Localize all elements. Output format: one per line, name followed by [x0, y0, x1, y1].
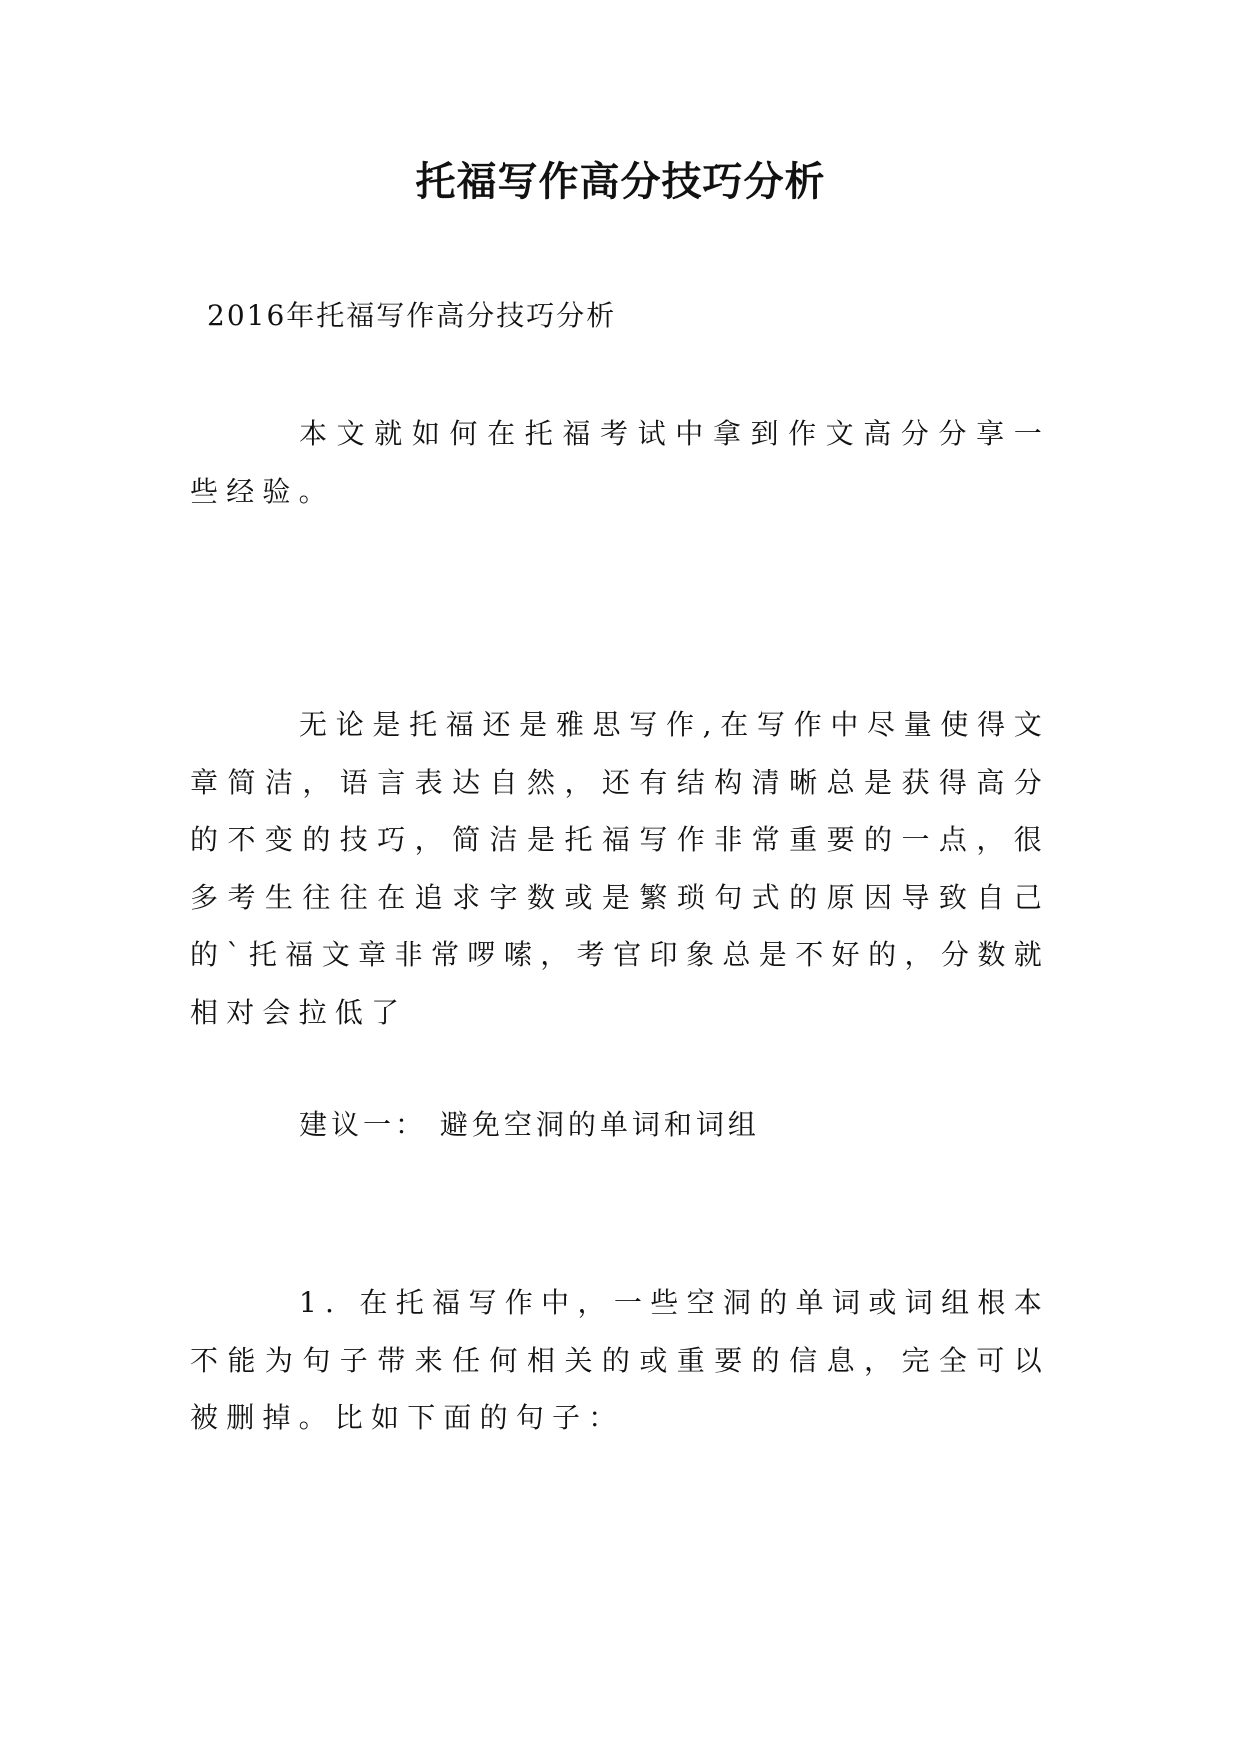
numbered-paragraph: 1. 在托福写作中，一些空洞的单词或词组根本不能为句子带来任何相关的或重要的信息，完全可以被删掉。比如下面的句子： — [190, 1286, 1050, 1434]
document-subtitle: 2016年托福写作高分技巧分析 — [207, 299, 617, 332]
intro-paragraph: 本文就如何在托福考试中拿到作文高分分享一些经验。 — [190, 417, 1050, 508]
document-title: 托福写作高分技巧分析 — [415, 158, 826, 205]
suggestion-heading: 建议一： 避免空洞的单词和词组 — [299, 1108, 760, 1141]
body-paragraph: 无论是托福还是雅思写作,在写作中尽量使得文章简洁，语言表达自然，还有结构清晰总是获得高分的不变的技巧，简洁是托福写作非常重要的一点，很多考生往往在追求字数或是繁琐句式的原因导致自己的`托福文章非常啰嗦，考官印象总是不好的，分数就相对会拉低了 — [190, 708, 1050, 1029]
